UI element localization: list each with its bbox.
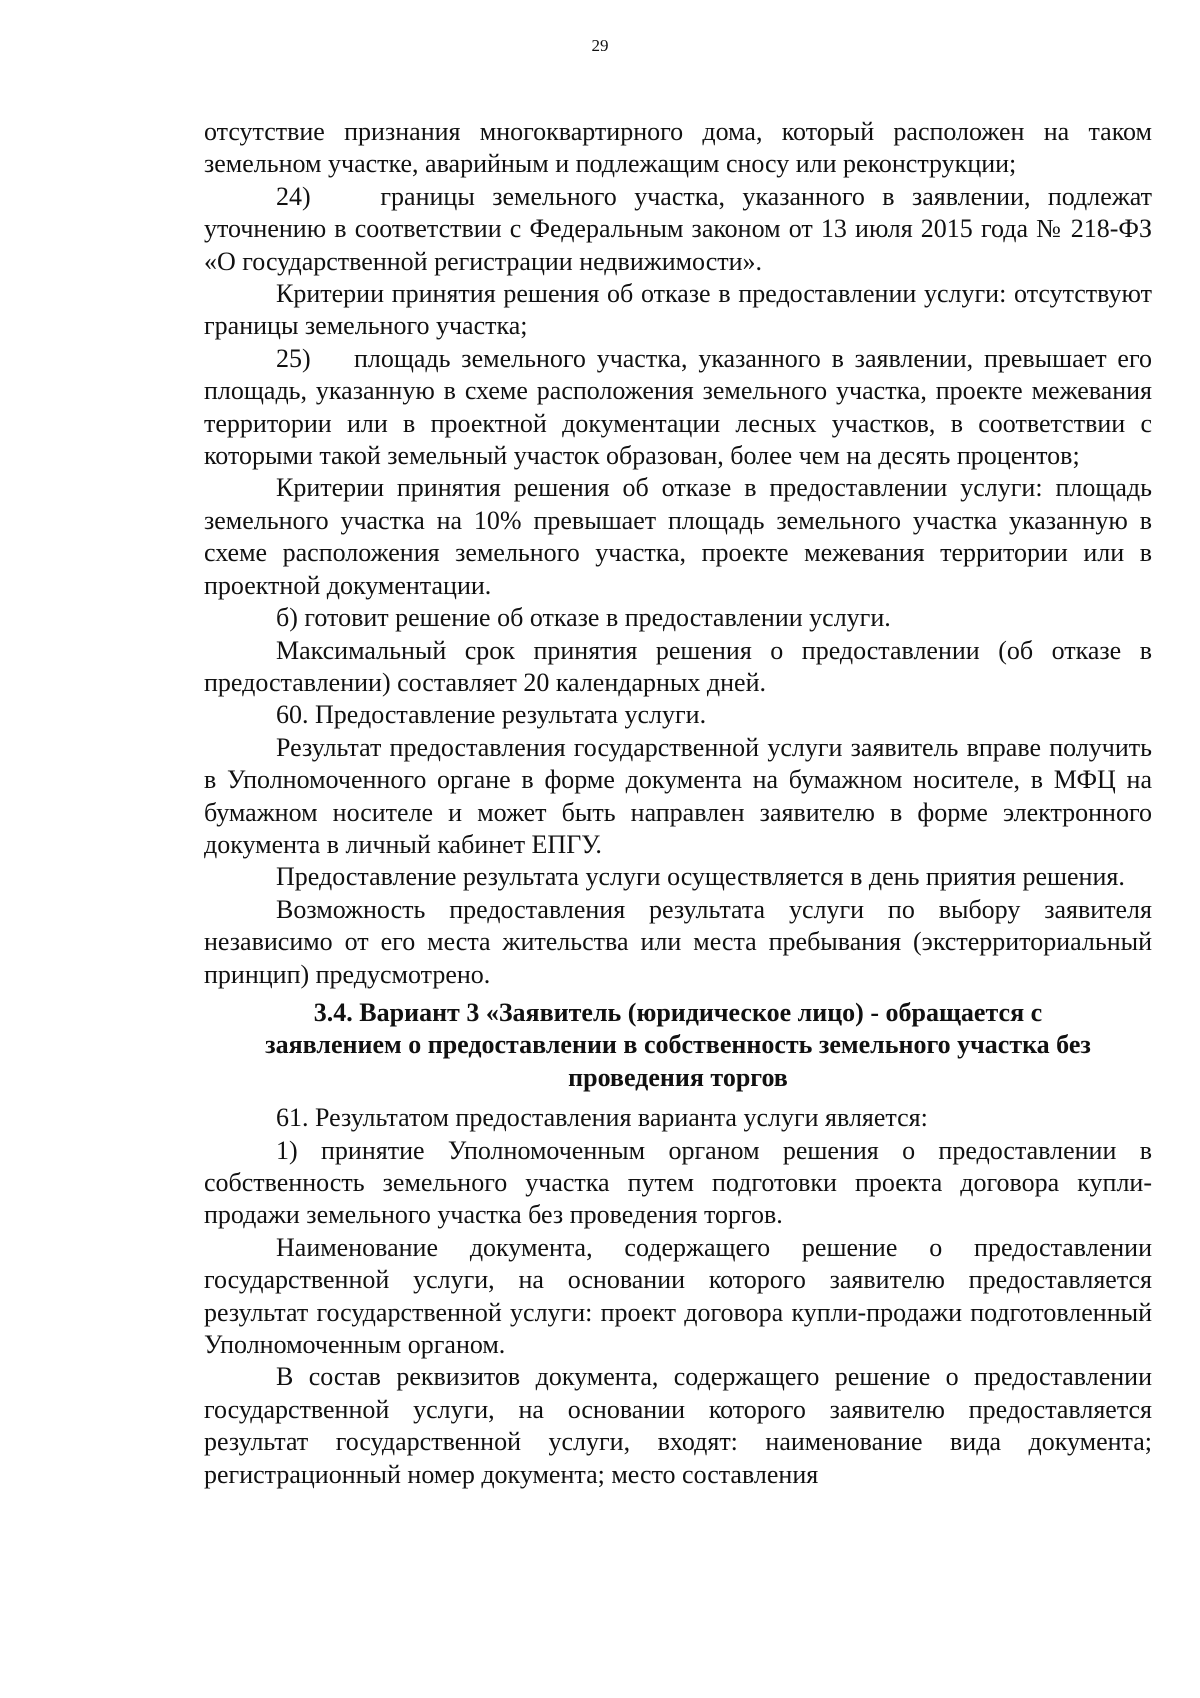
paragraph: Результат предоставления государственной услуги заявитель вправе получить в Уполномоченного органе в форме документа на бумажном носителе, в МФЦ на бумажном носителе и может быть направлен заявителю в форме электронного документа в личный кабинет ЕПГУ. [204,732,1152,859]
section-heading-line: 3.4. Вариант 3 «Заявитель (юридическое лицо) - обращается с [313,997,1043,1027]
paragraph: В состав реквизитов документа, содержащего решение о предоставлении государственной услуги, на основании которого заявителю предоставляется результат государственной услуги, входят: наименование вида документа; регистрационный номер документа; место составления [204,1362,1152,1489]
paragraph: Критерии принятия решения об отказе в предоставлении услуги: площадь земельного участка на 10% превышает площадь земельного участка указанную в схеме расположения земельного участка, проекте межевания территории или в проектной документации. [204,473,1152,600]
paragraph: 1) принятие Уполномоченным органом решения о предоставлении в собственность земельного участка путем подготовки проекта договора купли-продажи земельного участка без проведения торгов. [204,1135,1152,1230]
paragraph: Максимальный срок принятия решения о предоставлении (об отказе в предоставлении) составляет 20 календарных дней. [204,635,1152,697]
section-heading-line: заявлением о предоставлении в собственность земельного участка без [265,1030,1091,1060]
paragraph: б) готовит решение об отказе в предоставлении услуги. [276,603,891,633]
section-heading-line: проведения торгов [568,1062,788,1092]
document-body [204,116,1152,1491]
paragraph: Возможность предоставления результата услуги по выбору заявителя независимо от его места жительства или места пребывания (экстерриториальный принцип) предусмотрено. [204,894,1152,989]
paragraph: Наименование документа, содержащего решение о предоставлении государственной услуги, на основании которого заявителю предоставляется результат государственной услуги: проект договора купли-продажи подготовленный Уполномоченным органом. [204,1232,1152,1360]
paragraph-item-61: 61. Результатом предоставления варианта услуги является: [276,1103,928,1133]
paragraph-item-60: 60. Предоставление результата услуги. [276,700,707,730]
page-number: 29 [591,36,609,55]
paragraph-item-24: 24) границы земельного участка, указанного в заявлении, подлежат уточнению в соответствии с Федеральным законом от 13 июля 2015 года № 218-ФЗ «О государственной регистрации недвижимости». [204,181,1152,276]
section-heading [204,997,1152,1094]
paragraph: Критерии принятия решения об отказе в предоставлении услуги: отсутствуют границы земельного участка; [204,279,1152,341]
paragraph: Предоставление результата услуги осуществляется в день приятия решения. [276,862,1125,892]
paragraph: отсутствие признания многоквартирного дома, который расположен на таком земельном участке, аварийным и подлежащим сносу или реконструкции; [204,117,1152,179]
paragraph-item-25: 25) площадь земельного участка, указанного в заявлении, превышает его площадь, указанную в схеме расположения земельного участка, проекте межевания территории или в проектной документации лесных участков, в соответствии с которыми такой земельный участок образован, более чем на десять процентов; [204,343,1152,471]
